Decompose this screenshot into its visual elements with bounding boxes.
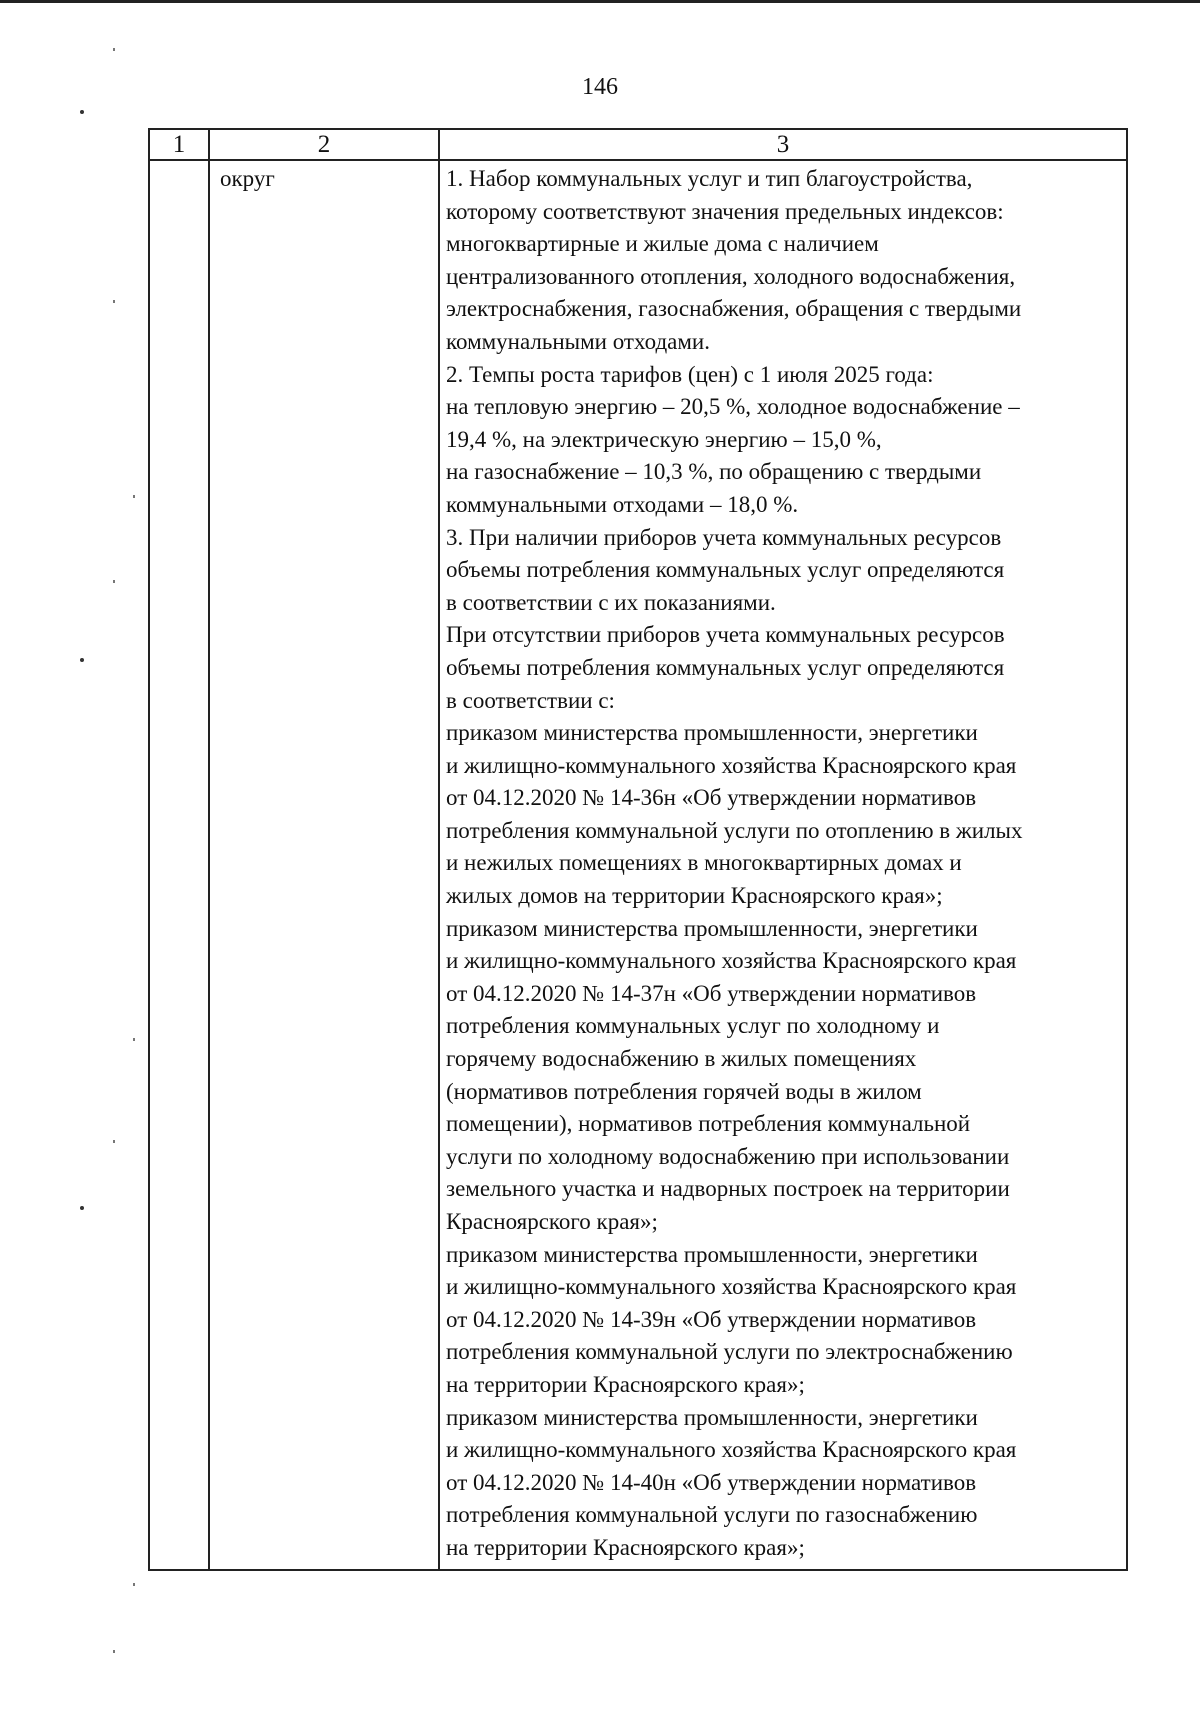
text-line: жилых домов на территории Красноярского края»; [446, 883, 943, 909]
text-line: в соответствии с: [446, 687, 615, 713]
text-line: 3. При наличии приборов учета коммунальных ресурсов [446, 524, 1002, 550]
header-col-2: 2 [209, 129, 439, 160]
text-line: приказом министерства промышленности, энергетики [446, 720, 978, 746]
text-line: централизованного отопления, холодного водоснабжения, [446, 263, 1016, 289]
scan-top-edge [0, 0, 1200, 3]
scan-speck [113, 580, 115, 583]
scan-speck [133, 1583, 135, 1586]
cell-col-1 [149, 160, 209, 1570]
text-line: и нежилых помещениях в многоквартирных домах и [446, 850, 962, 876]
cell-col-3 [439, 160, 1127, 1570]
text-line: в соответствии с их показаниями. [446, 589, 776, 615]
scan-speck [113, 300, 115, 303]
text-line: 2. Темпы роста тарифов (цен) с 1 июля 2025 года: [446, 361, 934, 387]
text-line: на газоснабжение – 10,3 %, по обращению с твердыми [446, 459, 982, 485]
scan-speck [113, 48, 115, 51]
text-line: земельного участка и надворных построек на территории [446, 1176, 1010, 1202]
text-line: на тепловую энергию – 20,5 %, холодное водоснабжение – [446, 394, 1020, 420]
text-line: горячему водоснабжению в жилых помещениях [446, 1046, 917, 1072]
text-line: объемы потребления коммунальных услуг определяются [446, 557, 1005, 583]
text-line: 1. Набор коммунальных услуг и тип благоустройства, [446, 166, 973, 191]
text-line: (нормативов потребления горячей воды в жилом [446, 1078, 922, 1104]
scan-speck [113, 1140, 115, 1143]
text-line: от 04.12.2020 № 14-37н «Об утверждении нормативов [446, 980, 977, 1006]
table-row [149, 160, 1127, 1570]
page-number: 146 [582, 74, 618, 100]
text-line: и жилищно-коммунального хозяйства Красноярского края [446, 752, 1017, 778]
text-line: Красноярского края»; [446, 1209, 658, 1234]
document-table [148, 128, 1128, 1571]
header-col-1: 1 [149, 129, 209, 160]
text-line: на территории Красноярского края»; [446, 1371, 805, 1397]
text-line: приказом министерства промышленности, энергетики [446, 1404, 978, 1430]
text-line: от 04.12.2020 № 14-40н «Об утверждении нормативов [446, 1469, 977, 1495]
text-line: и жилищно-коммунального хозяйства Красноярского края [446, 1437, 1017, 1463]
col-3-text [446, 163, 1118, 1565]
text-line: приказом министерства промышленности, энергетики [446, 915, 978, 941]
table-header-row [149, 129, 1127, 160]
text-line: коммунальными отходами – 18,0 %. [446, 491, 799, 517]
scan-speck [80, 1206, 84, 1210]
header-col-3: 3 [439, 129, 1127, 160]
text-line: услуги по холодному водоснабжению при использовании [446, 1143, 1010, 1169]
text-line: электроснабжения, газоснабжения, обращения с твердыми [446, 296, 1022, 322]
text-line: на территории Красноярского края»; [446, 1534, 805, 1560]
text-line: приказом министерства промышленности, энергетики [446, 1241, 978, 1267]
text-line: потребления коммунальной услуги по газоснабжению [446, 1502, 978, 1528]
text-line: от 04.12.2020 № 14-39н «Об утверждении нормативов [446, 1306, 977, 1332]
text-line: и жилищно-коммунального хозяйства Красноярского края [446, 1274, 1017, 1300]
text-line: помещении), нормативов потребления коммунальной [446, 1111, 971, 1137]
text-line: многоквартирные и жилые дома с наличием [446, 231, 879, 257]
scan-speck [80, 110, 84, 114]
text-line: и жилищно-коммунального хозяйства Красноярского края [446, 948, 1017, 974]
text-line: 19,4 %, на электрическую энергию – 15,0 %, [446, 426, 882, 452]
text-line: объемы потребления коммунальных услуг определяются [446, 654, 1005, 680]
scan-speck [80, 658, 84, 662]
scan-speck [133, 495, 135, 498]
text-line: потребления коммунальной услуги по электроснабжению [446, 1339, 1013, 1365]
cell-col-2: округ [209, 160, 439, 1570]
text-line: от 04.12.2020 № 14-36н «Об утверждении нормативов [446, 785, 977, 811]
scan-speck [133, 1038, 135, 1041]
scan-speck [113, 1650, 115, 1653]
text-line: потребления коммунальной услуги по отоплению в жилых [446, 817, 1023, 843]
text-line: При отсутствии приборов учета коммунальных ресурсов [446, 622, 1005, 648]
text-line: которому соответствуют значения предельных индексов: [446, 198, 1004, 224]
text-line: коммунальными отходами. [446, 328, 710, 354]
text-line: потребления коммунальных услуг по холодному и [446, 1013, 940, 1039]
